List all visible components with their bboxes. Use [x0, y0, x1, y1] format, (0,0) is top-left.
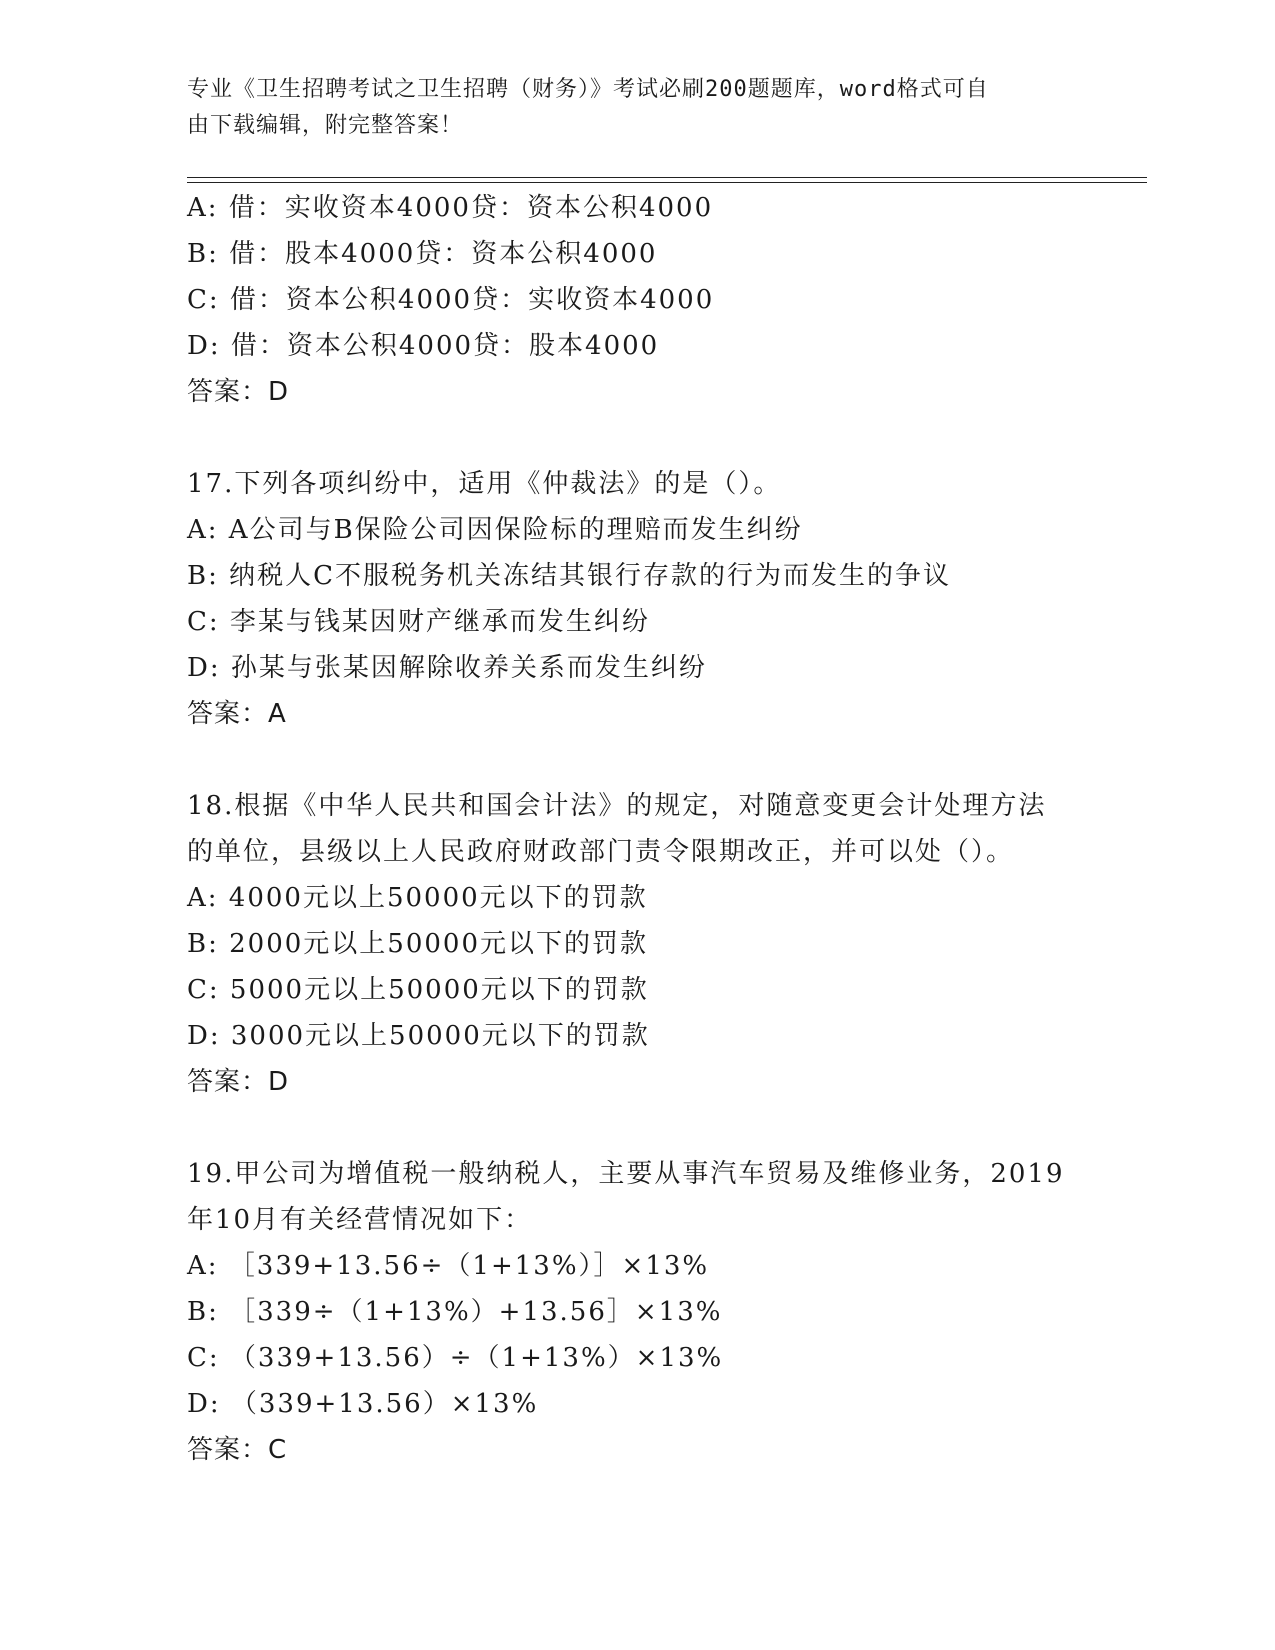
question-stem-continued: 年10月有关经营情况如下： [187, 1205, 533, 1235]
answer-label: 答案：D [187, 1067, 290, 1097]
question-block-18 [187, 783, 1087, 1105]
option-b: B: ［339÷（1+13%）+13.56］×13% [187, 1297, 723, 1327]
option-d: D: （339+13.56）×13% [187, 1389, 539, 1419]
option-c: C: 5000元以上50000元以下的罚款 [187, 975, 649, 1005]
option-c: C: 李某与钱某因财产继承而发生纠纷 [187, 607, 650, 637]
option-b: B: 借：股本4000贷：资本公积4000 [187, 239, 658, 269]
option-b: B: 纳税人C不服税务机关冻结其银行存款的行为而发生的争议 [187, 561, 952, 591]
document-header [187, 72, 1087, 144]
question-stem: 19.甲公司为增值税一般纳税人，主要从事汽车贸易及维修业务，2019 [187, 1159, 1065, 1189]
question-block-16 [187, 185, 1087, 415]
option-a: A: 借：实收资本4000贷：资本公积4000 [187, 193, 714, 223]
option-d: D: 孙某与张某因解除收养关系而发生纠纷 [187, 653, 707, 683]
question-stem-continued: 的单位，县级以上人民政府财政部门责令限期改正，并可以处（）。 [187, 837, 1015, 867]
question-stem: 18.根据《中华人民共和国会计法》的规定，对随意变更会计处理方法 [187, 791, 1047, 821]
header-line-1: 专业《卫生招聘考试之卫生招聘（财务）》考试必刷200题题库，word格式可自 [187, 77, 989, 102]
answer-label: 答案：A [187, 699, 287, 729]
header-divider-bottom [187, 182, 1147, 183]
option-a: A: 4000元以上50000元以下的罚款 [187, 883, 648, 913]
question-list [187, 185, 1087, 1473]
question-stem: 17.下列各项纠纷中，适用《仲裁法》的是（）。 [187, 469, 782, 499]
question-block-19 [187, 1151, 1087, 1473]
option-a: A: ［339+13.56÷（1+13%）］×13% [187, 1251, 710, 1281]
option-c: C: （339+13.56）÷（1+13%）×13% [187, 1343, 724, 1373]
option-c: C: 借：资本公积4000贷：实收资本4000 [187, 285, 715, 315]
option-a: A: A公司与B保险公司因保险标的理赔而发生纠纷 [187, 515, 803, 545]
option-d: D: 借：资本公积4000贷：股本4000 [187, 331, 660, 361]
option-d: D: 3000元以上50000元以下的罚款 [187, 1021, 650, 1051]
answer-label: 答案：C [187, 1435, 288, 1465]
header-line-2: 由下载编辑，附完整答案！ [187, 113, 464, 138]
option-b: B: 2000元以上50000元以下的罚款 [187, 929, 649, 959]
header-divider-top [187, 177, 1147, 178]
question-block-17 [187, 461, 1087, 737]
answer-label: 答案：D [187, 377, 290, 407]
